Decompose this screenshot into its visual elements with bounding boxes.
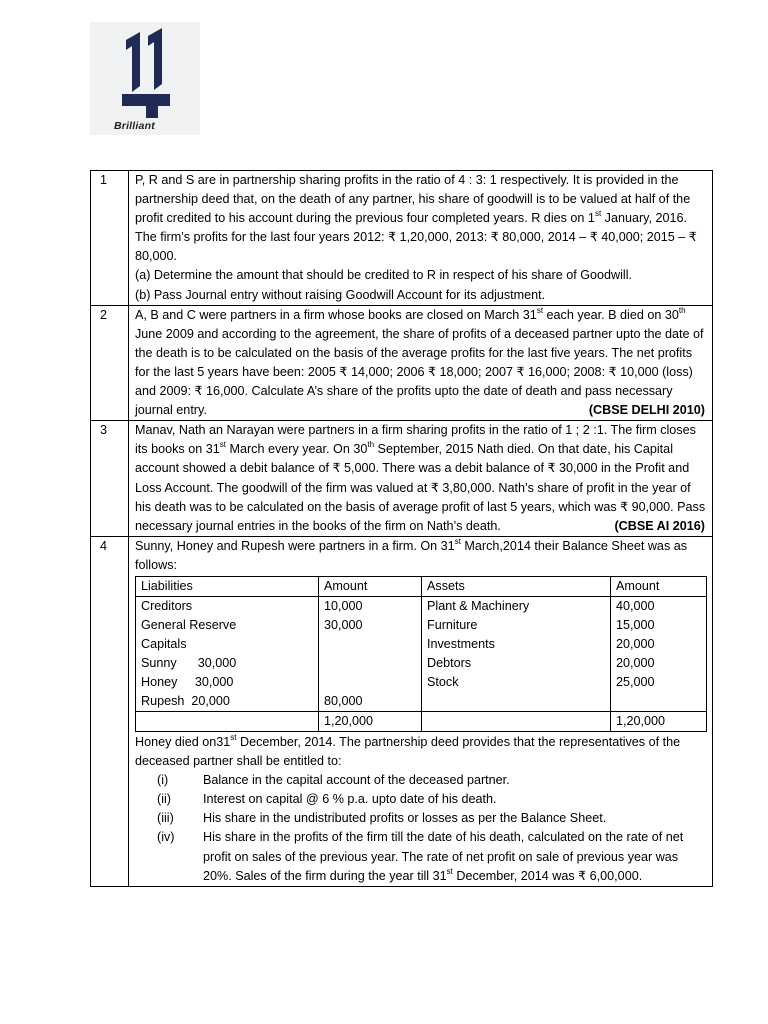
cell (319, 654, 422, 673)
item-text: Interest on capital @ 6 % p.a. upto date of his death. (203, 792, 497, 807)
list-item (135, 809, 707, 828)
header-cell: Amount (319, 576, 422, 596)
cell: 25,000 (611, 673, 707, 692)
cell: Debtors (422, 654, 611, 673)
balance-sheet-header (136, 576, 707, 596)
list-item (135, 790, 707, 809)
cell (422, 711, 611, 731)
questions-table (90, 170, 713, 887)
exam-source-tag: (CBSE DELHI 2010) (588, 403, 705, 418)
cell: Capitals (136, 635, 319, 654)
cell (611, 692, 707, 712)
cell: Furniture (422, 616, 611, 635)
question-intro: Sunny, Honey and Rupesh were partners in a firm. On 31st March,2014 their Balance Sheet was as follows: (135, 536, 688, 572)
cell: 80,000 (319, 692, 422, 712)
cell: Plant & Machinery (422, 596, 611, 616)
cell: 20,000 (611, 635, 707, 654)
exam-source-tag: (CBSE AI 2016) (614, 518, 705, 533)
cell: Rupesh 20,000 (136, 692, 319, 712)
balance-sheet-row (136, 616, 707, 635)
balance-sheet-total-row (136, 711, 707, 731)
item-number: (i) (157, 773, 169, 788)
question-body (129, 305, 713, 421)
balance-sheet-row (136, 673, 707, 692)
cell (136, 711, 319, 731)
list-item (135, 771, 707, 790)
cell: General Reserve (136, 616, 319, 635)
cell: 20,000 (611, 654, 707, 673)
question-number: 2 (91, 305, 129, 421)
cell: 15,000 (611, 616, 707, 635)
question-body (129, 536, 713, 886)
question-text: Manav, Nath an Narayan were partners in a firm sharing profits in the ratio of 1 ; 2 :1. The firm closes its books on 31st March every year. On 30th September, 2015 Nath died. On that date, his Capital account showed a debit balance of ₹ 5,000. There was a debit balance of ₹ 30,000 in the Profit and Loss Account. The goodwill of the firm was valued at ₹ 3,80,000. Nath’s share of profit in the year of his death was to be calculated on the basis of average profit of last 5 years, which was ₹ 90,000. Pass necessary journal entries in the books of the firm on Nath’s death. (135, 423, 706, 533)
cell (319, 673, 422, 692)
item-text: His share in the undistributed profits or losses as per the Balance Sheet. (203, 811, 607, 826)
list-item (135, 828, 707, 885)
question-number: 1 (91, 171, 129, 306)
logo-wordmark: Brilliant (114, 120, 155, 132)
cell: Investments (422, 635, 611, 654)
question-row (91, 421, 713, 537)
cell (319, 635, 422, 654)
cell: 30,000 (319, 616, 422, 635)
question-row (91, 171, 713, 306)
brilliant-logo (90, 22, 200, 135)
question-number: 3 (91, 421, 129, 537)
item-number: (iv) (157, 830, 175, 845)
question-row (91, 536, 713, 886)
entitlement-list (135, 771, 707, 886)
logo-mark-icon (118, 28, 174, 120)
total-cell: 1,20,000 (611, 711, 707, 731)
cell (422, 692, 611, 712)
balance-sheet-row (136, 596, 707, 616)
question-part-a: (a) Determine the amount that should be credited to R in respect of his share of Goodwill. (135, 268, 633, 283)
balance-sheet-table (135, 576, 707, 732)
question-number: 4 (91, 536, 129, 886)
balance-sheet-row (136, 654, 707, 673)
item-text: Balance in the capital account of the deceased partner. (203, 773, 510, 788)
question-text: Honey died on31st December, 2014. The partnership deed provides that the representatives of the deceased partner shall be entitled to: (135, 732, 681, 769)
cell: Creditors (136, 596, 319, 616)
item-text: His share in the profits of the firm till the date of his death, calculated on the rate of net profit on sales of the previous year. The rate of net profit on sale of previous year was 20%. Sales of the firm during the year till 31st December, 2014 was ₹ 6,00,000. (203, 830, 684, 883)
question-row (91, 305, 713, 421)
header-cell: Liabilities (136, 576, 319, 596)
question-part-b: (b) Pass Journal entry without raising Goodwill Account for its adjustment. (135, 287, 546, 302)
question-text: P, R and S are in partnership sharing profits in the ratio of 4 : 3: 1 respectively. It is provided in the partnership deed that, on the death of any partner, his share of goodwill is to be valued at half of the profit credited to his account during the previous four completed years. R dies on 1st January, 2016. The firm’s profits for the last four years 2012: ₹ 1,20,000, 2013: ₹ 80,000, 2014 – ₹ 40,000; 2015 – ₹ 80,000. (135, 173, 697, 264)
balance-sheet-row (136, 635, 707, 654)
cell: Stock (422, 673, 611, 692)
item-number: (ii) (157, 792, 171, 807)
question-text: A, B and C were partners in a firm whose books are closed on March 31st each year. B died on 30th June 2009 and according to the agreement, the share of profits of a deceased partner upto the date of the death is to be calculated on the basis of the average profits for the last five years. The net profits for the last 5 years have been: 2005 ₹ 14,000; 2006 ₹ 18,000; 2007 ₹ 16,000; 2008: ₹ 10,000 (loss) and 2009: ₹ 16,000. Calculate A’s share of the profits upto the date of death and pass necessary journal entry. (135, 305, 704, 418)
cell: Sunny 30,000 (136, 654, 319, 673)
item-number: (iii) (157, 811, 174, 826)
question-body (129, 421, 713, 537)
header-cell: Assets (422, 576, 611, 596)
cell: 10,000 (319, 596, 422, 616)
total-cell: 1,20,000 (319, 711, 422, 731)
question-body (129, 171, 713, 306)
header-cell: Amount (611, 576, 707, 596)
balance-sheet-row (136, 692, 707, 712)
cell: Honey 30,000 (136, 673, 319, 692)
cell: 40,000 (611, 596, 707, 616)
